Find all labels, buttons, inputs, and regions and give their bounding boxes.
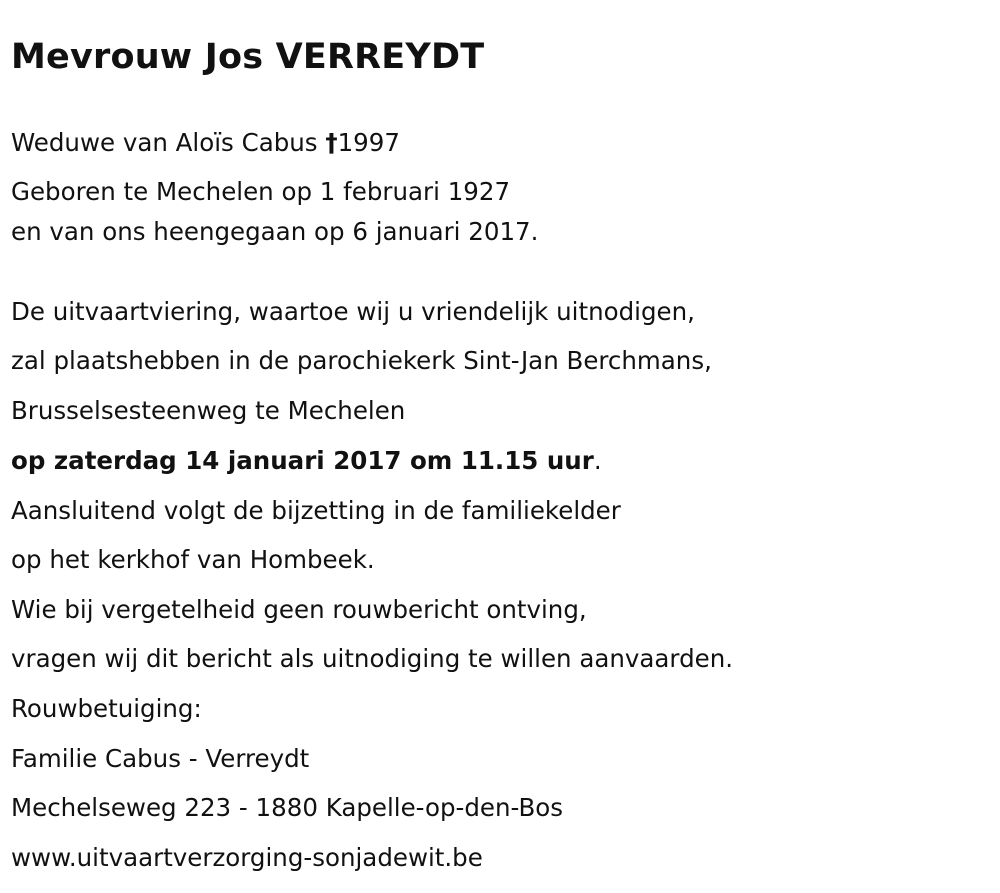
- burial-line-2: op het kerkhof van Hombeek.: [11, 545, 375, 574]
- condolence-label: Rouwbetuiging:: [11, 694, 202, 723]
- family-address: Mechelseweg 223 - 1880 Kapelle-op-den-Bos: [11, 793, 564, 822]
- cross-icon: †: [325, 128, 338, 157]
- widow-text: Weduwe van Aloïs Cabus: [11, 128, 326, 157]
- ceremony-date: op zaterdag 14 januari 2017 om 11.15 uur: [11, 446, 594, 475]
- invite-line-2: vragen wij dit bericht als uitnodiging te willen aanvaarden.: [11, 644, 734, 673]
- widow-year: 1997: [337, 128, 400, 157]
- widow-line: [11, 127, 400, 159]
- passing-line: en van ons heengegaan op 6 januari 2017.: [11, 217, 539, 246]
- ceremony-date-punctuation: .: [593, 446, 602, 475]
- deceased-name-title: Mevrouw Jos VERREYDT: [11, 37, 485, 77]
- ceremony-line-1: De uitvaartviering, waartoe wij u vriendelijk uitnodigen,: [11, 297, 695, 326]
- burial-line-1: Aansluitend volgt de bijzetting in de familiekelder: [11, 496, 621, 525]
- funeral-website: www.uitvaartverzorging-sonjadewit.be: [11, 843, 483, 872]
- family-name: Familie Cabus - Verreydt: [11, 744, 310, 773]
- invite-line-1: Wie bij vergetelheid geen rouwbericht ontving,: [11, 595, 587, 624]
- ceremony-line-3: Brusselsesteenweg te Mechelen: [11, 396, 406, 425]
- ceremony-line-2: zal plaatshebben in de parochiekerk Sint-Jan Berchmans,: [11, 346, 712, 375]
- birth-line: Geboren te Mechelen op 1 februari 1927: [11, 177, 511, 206]
- ceremony-date-line: [11, 445, 602, 477]
